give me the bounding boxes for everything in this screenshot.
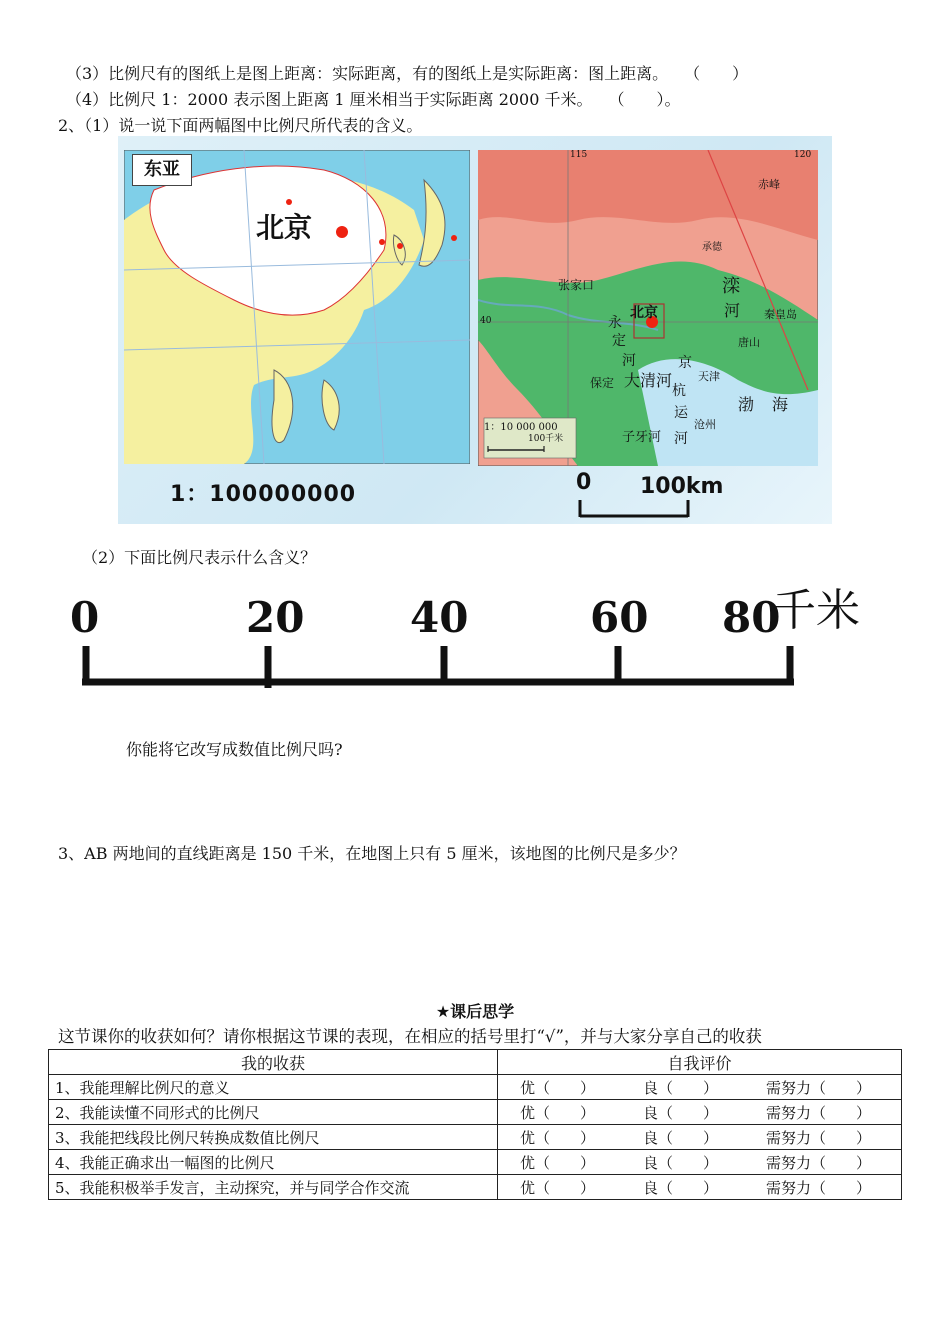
opt-good[interactable]: 优（ ） [520, 1153, 596, 1172]
place-label: 定 [612, 333, 626, 349]
col-self-eval: 自我评价 [498, 1050, 902, 1075]
east-asia-map [124, 150, 470, 464]
place-label: 天津 [698, 370, 720, 383]
table-row [49, 1150, 902, 1175]
line-scale-zero: 0 [576, 470, 592, 495]
scale-unit: 千米 [772, 585, 860, 636]
place-label: 运 [674, 405, 688, 421]
map-figure [118, 136, 832, 524]
table-row [49, 1175, 902, 1200]
opt-need[interactable]: 需努力（ ） [765, 1178, 871, 1197]
place-label: 北京 [630, 305, 658, 321]
opt-good[interactable]: 优（ ） [520, 1128, 596, 1147]
place-label: 永 [608, 315, 622, 331]
q2-part2: （2）下面比例尺表示什么含义？ [82, 548, 317, 567]
opt-need[interactable]: 需努力（ ） [765, 1153, 871, 1172]
segment-scale-bar [78, 642, 800, 690]
place-label: 滦 [722, 276, 740, 297]
map-left-region: 东亚 [132, 154, 192, 186]
place-label: 张家口 [558, 278, 595, 292]
place-label: 承德 [702, 242, 722, 253]
place-label: 大清河 [624, 371, 673, 390]
place-label: 沧州 [694, 418, 716, 431]
beijing-dot-left [336, 226, 348, 238]
grid-label-120: 120 [794, 150, 812, 160]
opt-ok[interactable]: 良（ ） [642, 1103, 718, 1122]
place-label: 河 [622, 353, 636, 369]
q1-item4: （4）比例尺 1：2000 表示图上距离 1 厘米相当于实际距离 2000 千米。 （ ）。 [66, 90, 681, 109]
place-label: 杭 [672, 383, 686, 399]
map-left-city: 北京 [256, 211, 313, 244]
place-label: 唐山 [738, 336, 760, 349]
opt-ok[interactable]: 良（ ） [642, 1078, 718, 1097]
gain-item: 1、我能理解比例尺的意义 [49, 1075, 498, 1100]
q1-item3: （3）比例尺有的图纸上是图上距离：实际距离，有的图纸上是实际距离：图上距离。 （ ） [66, 64, 749, 83]
opt-ok[interactable]: 良（ ） [642, 1153, 718, 1172]
q3-text: 3、AB 两地间的直线距离是 150 千米，在地图上只有 5 厘米，该地图的比例尺是多少？ [58, 844, 686, 863]
grid-label-115: 115 [570, 150, 588, 160]
place-label: 赤峰 [758, 178, 780, 191]
line-scale-bar [574, 496, 694, 522]
reflect-intro: 这节课你的收获如何？请你根据这节课的表现，在相应的括号里打“√”，并与大家分享自己的收获 [58, 1027, 762, 1046]
scale-tick-label: 20 [246, 593, 305, 642]
gain-item: 2、我能读懂不同形式的比例尺 [49, 1100, 498, 1125]
opt-need[interactable]: 需努力（ ） [765, 1128, 871, 1147]
opt-need[interactable]: 需努力（ ） [765, 1103, 871, 1122]
opt-good[interactable]: 优（ ） [520, 1103, 596, 1122]
scale-tick-label: 60 [590, 593, 649, 642]
line-scale-label: 100km [640, 474, 724, 499]
gain-item: 5、我能积极举手发言，主动探究，并与同学合作交流 [49, 1175, 498, 1200]
opt-ok[interactable]: 良（ ） [642, 1128, 718, 1147]
reflect-title: ★课后思学 [435, 1002, 515, 1021]
table-row [49, 1100, 902, 1125]
gain-item: 4、我能正确求出一幅图的比例尺 [49, 1150, 498, 1175]
opt-good[interactable]: 优（ ） [520, 1078, 596, 1097]
grid-label-40: 40 [480, 316, 492, 326]
table-row [49, 1125, 902, 1150]
q2-part1: 2、（1）说一说下面两幅图中比例尺所代表的含义。 [58, 116, 423, 135]
opt-need[interactable]: 需努力（ ） [765, 1078, 871, 1097]
inset-scale-2: 100千米 [528, 434, 564, 444]
table-row [49, 1075, 902, 1100]
inset-scale-1: 1：10 000 000 [484, 422, 558, 433]
gain-item: 3、我能把线段比例尺转换成数值比例尺 [49, 1125, 498, 1150]
map-left-scale: 1：100000000 [170, 482, 357, 507]
opt-good[interactable]: 优（ ） [520, 1178, 596, 1197]
place-label: 河 [724, 301, 741, 320]
self-eval-table [48, 1049, 902, 1200]
place-label: 河 [674, 431, 688, 447]
scale-tick-label: 0 [70, 593, 100, 642]
scale-tick-label: 80 [722, 593, 781, 642]
place-label: 子牙河 [622, 430, 662, 445]
place-label: 京 [678, 355, 692, 371]
q2-ask: 你能将它改写成数值比例尺吗? [126, 740, 343, 759]
col-gains: 我的收获 [49, 1050, 498, 1075]
opt-ok[interactable]: 良（ ） [642, 1178, 718, 1197]
place-label: 保定 [590, 376, 615, 390]
place-label: 渤 [738, 395, 755, 414]
place-label: 秦皇岛 [764, 308, 797, 321]
scale-tick-label: 40 [410, 593, 469, 642]
place-label: 海 [772, 395, 789, 414]
